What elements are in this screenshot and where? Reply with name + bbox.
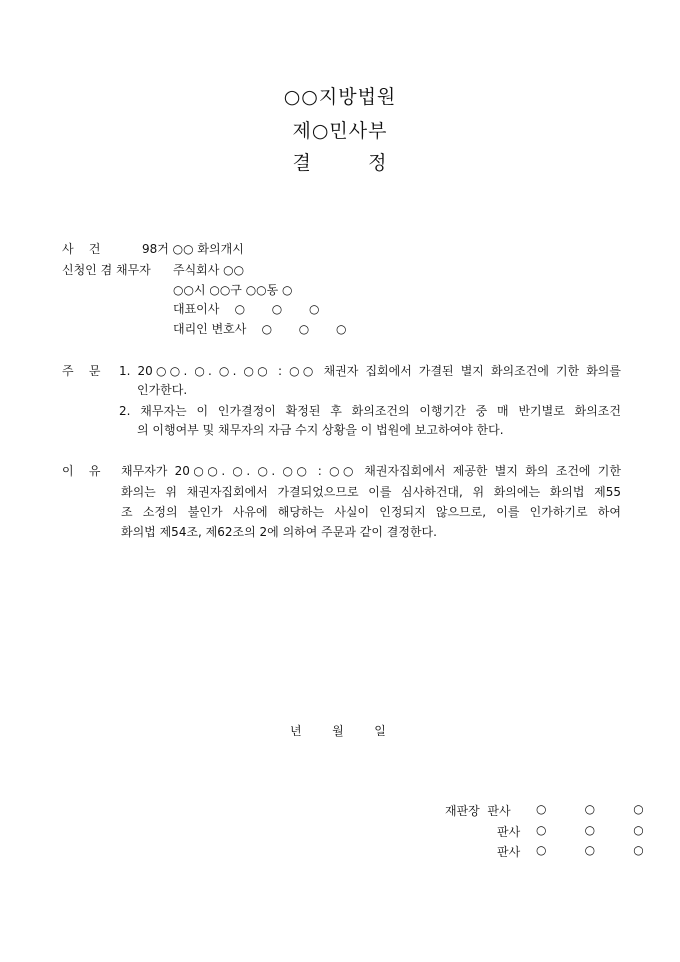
reason-line2: 화의는 위 채권자집회에서 가결되었으므로 이를 심사하건대, 위 화의에는 화의법 제55 [121,485,621,499]
applicant-name: 주식회사 ○○ [173,263,245,277]
decision-date: 년 월 일 [290,724,386,738]
order-item2-line1: 2. 채무자는 이 인가결정이 확정된 후 화의조건의 이행기간 중 매 반기별로 화의조건 [119,404,621,418]
applicant-label: 신청인 겸 채무자 [62,263,151,277]
attorney-line: 대리인 변호사 ○ ○ ○ [173,322,347,336]
case-value: 98거 ○○ 화의개시 [142,242,244,256]
presiding-judge-label: 재판장 판사 [445,804,511,818]
judge-2-label: 판사 [497,825,521,839]
judge-3-name: ○ ○ ○ [536,843,644,857]
order-item1-line2: 인가한다. [137,383,188,397]
court-name: ○○지방법원 [283,86,397,108]
representative-line: 대표이사 ○ ○ ○ [173,302,320,316]
document-title: 결 정 [292,152,388,174]
order-item1-line1: 1. 20○○. ○. ○. ○○ : ○○ 채권자 집회에서 가결된 별지 화의조건에 기한 화의를 [119,364,621,378]
presiding-judge-name: ○ ○ ○ [536,802,644,816]
reason-line3: 조 소정의 불인가 사유에 해당하는 사실이 인정되지 않으므로, 이를 인가하기로 하여 [121,505,621,519]
division-name: 제○민사부 [292,120,388,142]
reason-line4: 화의법 제54조, 제62조의 2에 의하여 주문과 같이 결정한다. [121,525,437,539]
judge-2-name: ○ ○ ○ [536,823,644,837]
reason-label: 이 유 [62,464,101,478]
reason-line1: 채무자가 20○○. ○. ○. ○○ : ○○ 채권자집회에서 제공한 별지 화의 조건에 기한 [121,464,621,478]
case-label: 사 건 [62,242,101,256]
order-label: 주 문 [62,364,101,378]
judge-3-label: 판사 [497,845,521,859]
applicant-address: ○○시 ○○구 ○○동 ○ [173,283,293,297]
order-item2-line2: 의 이행여부 및 채무자의 자금 수지 상황을 이 법원에 보고하여야 한다. [137,423,504,437]
